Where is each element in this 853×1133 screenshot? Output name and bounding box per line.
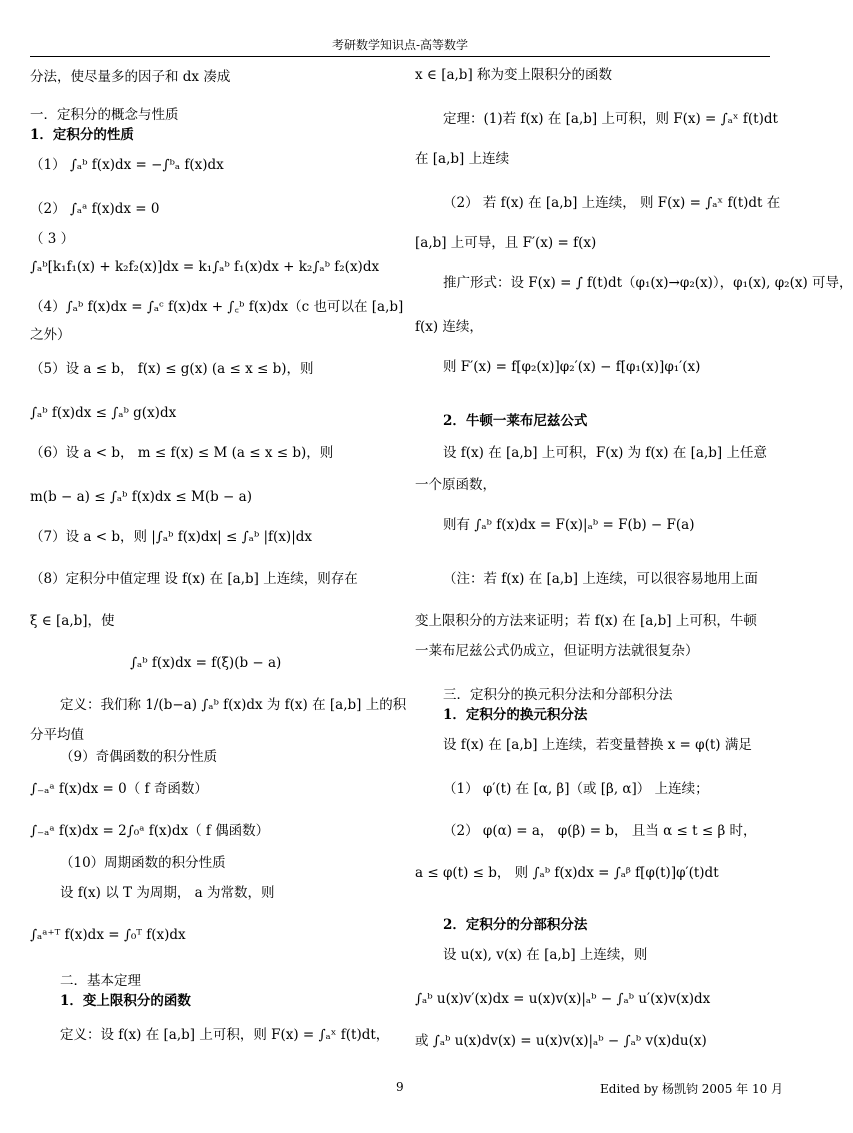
right-text-line: 在 [a,b] 上连续 bbox=[415, 151, 510, 167]
right-text-line: 推广形式：设 F(x) = ∫ f(t)dt（φ₁(x)→φ₂(x)），φ₁(x), φ₂(x) 可导， bbox=[443, 275, 853, 291]
right-text-line: 三．定积分的换元积分法和分部积分法 bbox=[443, 687, 673, 703]
left-text-line: 1．变上限积分的函数 bbox=[60, 993, 191, 1009]
left-text-line: 设 f(x) 以 T 为周期， a 为常数，则 bbox=[60, 885, 275, 901]
right-text-line: ∫ₐᵇ u(x)v′(x)dx = u(x)v(x)|ₐᵇ − ∫ₐᵇ u′(x)v(x)dx bbox=[415, 991, 711, 1007]
left-text-line: ξ ∈ [a,b]，使 bbox=[30, 613, 115, 629]
left-text-line: ∫ₐᵇ f(x)dx = f(ξ)(b − a) bbox=[130, 655, 282, 671]
page-number: 9 bbox=[396, 1080, 404, 1094]
left-text-line: （10）周期函数的积分性质 bbox=[60, 855, 226, 871]
left-text-line: （8）定积分中值定理 设 f(x) 在 [a,b] 上连续，则存在 bbox=[30, 571, 358, 587]
right-text-line: （2） φ(α) = a， φ(β) = b， 且当 α ≤ t ≤ β 时， bbox=[443, 823, 757, 839]
right-text-line: （1） φ′(t) 在 [α, β]（或 [β, α]） 上连续； bbox=[443, 781, 709, 797]
left-text-line: 分法，使尽量多的因子和 dx 凑成 bbox=[30, 69, 231, 85]
left-text-line: ∫₋ₐᵃ f(x)dx = 2∫₀ᵃ f(x)dx（ f 偶函数） bbox=[30, 823, 270, 839]
right-text-line: 一莱布尼兹公式仍成立，但证明方法就很复杂） bbox=[415, 643, 699, 659]
right-text-line: 1．定积分的换元积分法 bbox=[443, 707, 588, 723]
left-text-line: 二．基本定理 bbox=[60, 973, 141, 989]
left-text-line: 一．定积分的概念与性质 bbox=[30, 107, 179, 123]
right-text-line: 设 f(x) 在 [a,b] 上连续，若变量替换 x = φ(t) 满足 bbox=[443, 737, 752, 753]
right-text-line: [a,b] 上可导，且 F′(x) = f(x) bbox=[415, 235, 597, 251]
left-text-line: （2） ∫ₐᵃ f(x)dx = 0 bbox=[30, 201, 160, 217]
left-text-line: （7）设 a < b，则 |∫ₐᵇ f(x)dx| ≤ ∫ₐᵇ |f(x)|dx bbox=[30, 529, 313, 545]
left-text-line: （ 3 ） bbox=[30, 231, 75, 247]
left-text-line: ∫₋ₐᵃ f(x)dx = 0（ f 奇函数） bbox=[30, 781, 208, 797]
right-text-line: 或 ∫ₐᵇ u(x)dv(x) = u(x)v(x)|ₐᵇ − ∫ₐᵇ v(x)du(x) bbox=[415, 1033, 707, 1049]
right-text-line: a ≤ φ(t) ≤ b， 则 ∫ₐᵇ f(x)dx = ∫ₐᵝ f[φ(t)]φ′(t)dt bbox=[415, 865, 719, 881]
left-text-line: （4）∫ₐᵇ f(x)dx = ∫ₐᶜ f(x)dx + ∫꜀ᵇ f(x)dx（c 也可以在 [a,b] bbox=[30, 299, 404, 315]
right-text-line: （2） 若 f(x) 在 [a,b] 上连续， 则 F(x) = ∫ₐˣ f(t)dt 在 bbox=[443, 195, 781, 211]
right-text-line: 变上限积分的方法来证明；若 f(x) 在 [a,b] 上可积，牛顿 bbox=[415, 613, 757, 629]
left-text-line: （5）设 a ≤ b， f(x) ≤ g(x) (a ≤ x ≤ b)，则 bbox=[30, 361, 314, 377]
right-text-line: 设 u(x), v(x) 在 [a,b] 上连续，则 bbox=[443, 947, 648, 963]
right-text-line: 一个原函数， bbox=[415, 477, 496, 493]
left-text-line: ∫ₐᵇ f(x)dx ≤ ∫ₐᵇ g(x)dx bbox=[30, 405, 177, 421]
right-text-line: 2．牛顿一莱布尼兹公式 bbox=[443, 413, 588, 429]
left-text-line: （6）设 a < b， m ≤ f(x) ≤ M (a ≤ x ≤ b)，则 bbox=[30, 445, 334, 461]
left-text-line: 定义：设 f(x) 在 [a,b] 上可积，则 F(x) = ∫ₐˣ f(t)dt， bbox=[60, 1027, 390, 1043]
right-text-line: x ∈ [a,b] 称为变上限积分的函数 bbox=[415, 67, 612, 83]
left-text-line: 定义：我们称 1/(b−a) ∫ₐᵇ f(x)dx 为 f(x) 在 [a,b] 上的积 bbox=[60, 697, 407, 713]
left-text-line: （1） ∫ₐᵇ f(x)dx = −∫ᵇₐ f(x)dx bbox=[30, 157, 224, 173]
left-text-line: ∫ₐᵇ[k₁f₁(x) + k₂f₂(x)]dx = k₁∫ₐᵇ f₁(x)dx + k₂∫ₐᵇ f₂(x)dx bbox=[30, 259, 380, 275]
left-text-line: ∫ₐᵃ⁺ᵀ f(x)dx = ∫₀ᵀ f(x)dx bbox=[30, 927, 186, 943]
editor-credit: Edited by 杨凯钧 2005 年 10 月 bbox=[600, 1082, 784, 1096]
right-text-line: （注：若 f(x) 在 [a,b] 上连续，可以很容易地用上面 bbox=[443, 571, 758, 587]
left-text-line: （9）奇偶函数的积分性质 bbox=[60, 749, 218, 765]
right-text-line: 2．定积分的分部积分法 bbox=[443, 917, 588, 933]
right-text-line: 定理：(1)若 f(x) 在 [a,b] 上可积，则 F(x) = ∫ₐˣ f(t)dt bbox=[443, 111, 778, 127]
left-text-line: 1．定积分的性质 bbox=[30, 127, 134, 143]
right-text-line: 则有 ∫ₐᵇ f(x)dx = F(x)|ₐᵇ = F(b) − F(a) bbox=[443, 517, 695, 533]
left-text-line: 分平均值 bbox=[30, 727, 84, 743]
left-text-line: m(b − a) ≤ ∫ₐᵇ f(x)dx ≤ M(b − a) bbox=[30, 489, 252, 505]
right-text-line: f(x) 连续， bbox=[415, 319, 483, 335]
right-text-line: 设 f(x) 在 [a,b] 上可积，F(x) 为 f(x) 在 [a,b] 上任意 bbox=[443, 445, 767, 461]
page-header: 考研数学知识点-高等数学 bbox=[30, 36, 770, 57]
right-text-line: 则 F′(x) = f[φ₂(x)]φ₂′(x) − f[φ₁(x)]φ₁′(x) bbox=[443, 359, 701, 375]
left-text-line: 之外） bbox=[30, 327, 71, 343]
